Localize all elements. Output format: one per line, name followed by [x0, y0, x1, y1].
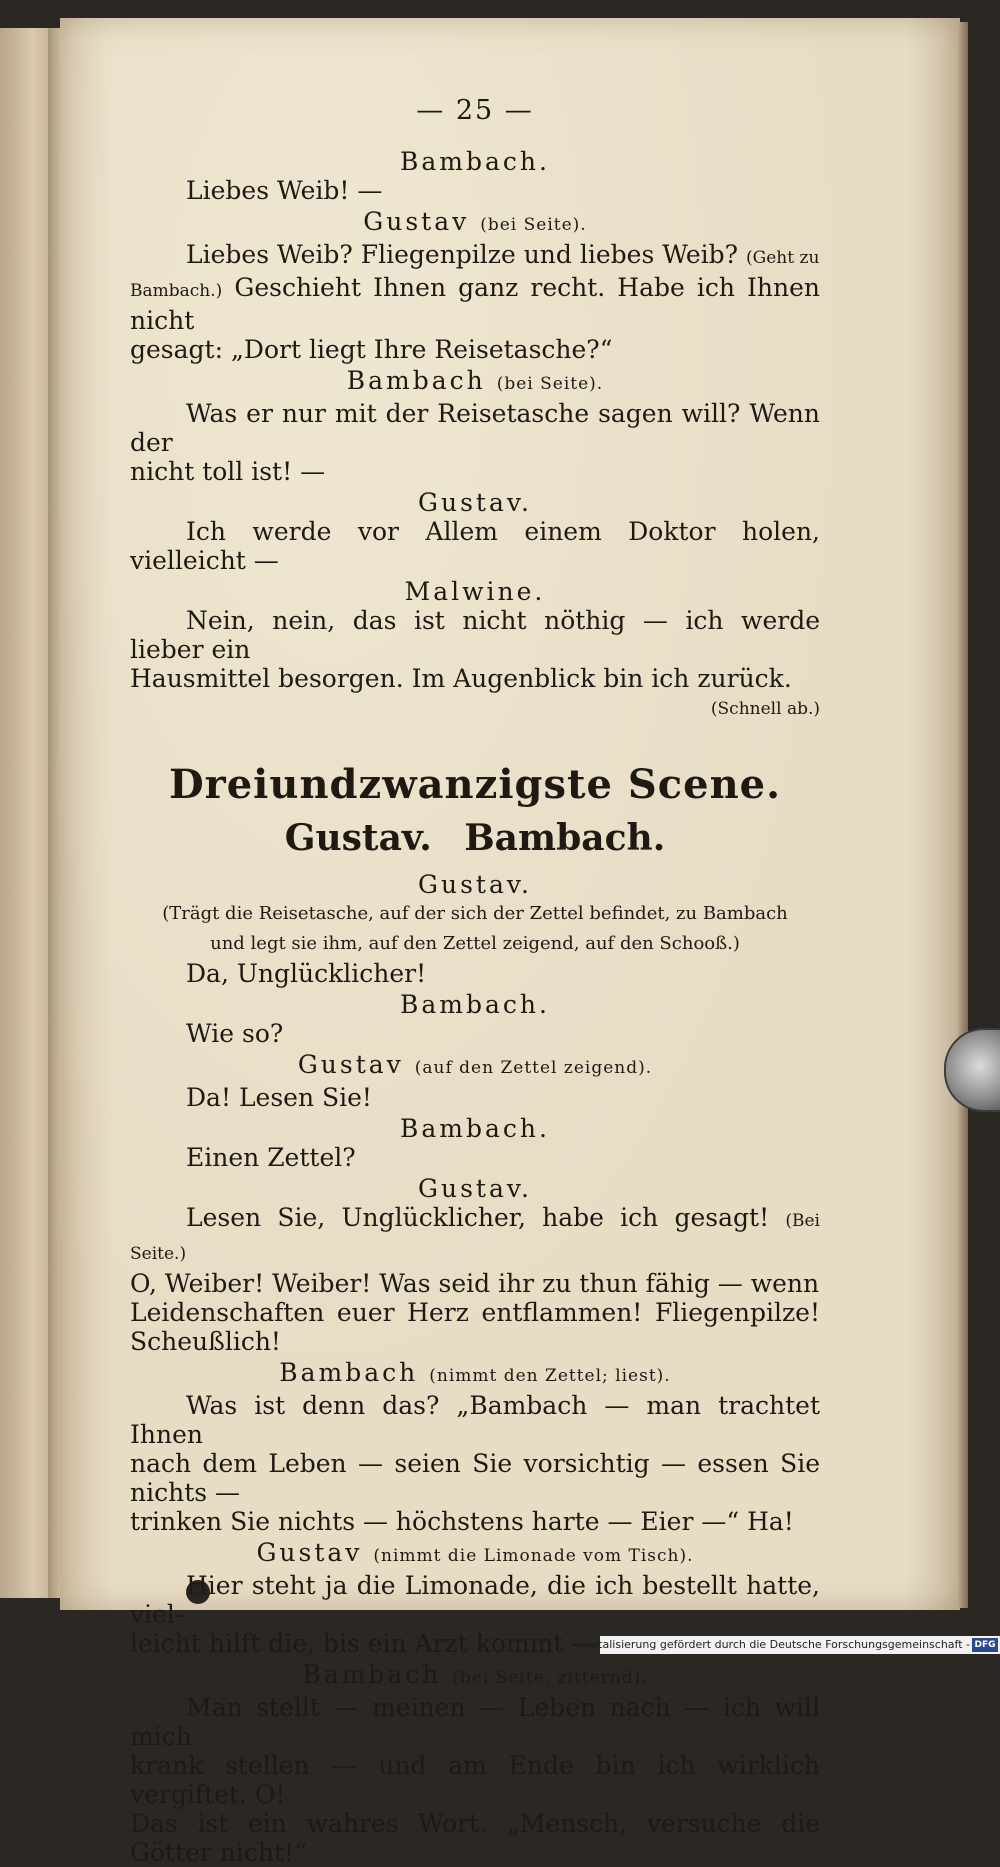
- speaker-heading: [130, 1174, 820, 1203]
- speaker-heading: [130, 870, 820, 899]
- speaker-heading: [130, 1114, 820, 1143]
- dialogue-text: Lesen Sie, Unglücklicher, habe ich gesagt!: [186, 1203, 770, 1232]
- speaker-name: Gustav: [297, 1050, 404, 1079]
- speaker-heading: [130, 1538, 820, 1571]
- text-line: [130, 399, 820, 457]
- dialogue-text: Leidenschaften euer Herz entflammen! Fliegenpilze! Scheußlich!: [130, 1298, 820, 1356]
- dialogue-text: Was ist denn das? „Bambach — man trachtet Ihnen: [130, 1391, 820, 1449]
- dialogue-text: gesagt: „Dort liegt Ihre Reisetasche?“: [130, 335, 613, 364]
- dialogue-text: nach dem Leben — seien Sie vorsichtig — essen Sie nichts —: [130, 1449, 820, 1507]
- speaker-name: Malwine.: [404, 577, 546, 606]
- dialogue-text: Da, Unglücklicher!: [186, 959, 427, 988]
- dialogue-text: Liebes Weib? Fliegenpilze und liebes Weib?: [186, 240, 739, 269]
- text-line: [130, 240, 820, 273]
- text-line: [130, 457, 820, 486]
- play-text: [130, 147, 820, 1867]
- stage-direction: (Schnell ab.): [710, 699, 820, 719]
- dialogue-text: trinken Sie nichts — höchstens harte — Eier —“ Ha!: [130, 1507, 794, 1536]
- text-line: [130, 335, 820, 364]
- speaker-heading: [130, 1358, 820, 1391]
- speaker-heading: [130, 366, 820, 399]
- left-page-edge: [0, 28, 50, 1598]
- stage-direction: (Trägt die Reisetasche, auf der sich der Zettel befindet, zu Bambach: [162, 903, 788, 924]
- speaker-name: Bambach.: [400, 990, 550, 1019]
- speaker-heading: [130, 147, 820, 176]
- text-line: [130, 606, 820, 664]
- speaker-heading: [130, 1050, 820, 1083]
- speaker-name: Gustav.: [418, 1174, 532, 1203]
- stage-direction: und legt sie ihm, auf den Zettel zeigend, auf den Schooß.): [210, 933, 740, 954]
- dialogue-text: nicht toll ist! —: [130, 457, 326, 486]
- speaker-name: Gustav: [363, 207, 470, 236]
- stage-direction: Bambach.): [130, 281, 223, 301]
- speaker-heading: [130, 207, 820, 240]
- footer-credit: Digitalisierung gefördert durch die Deutsche Forschungsgemeinschaft -: [576, 1638, 970, 1651]
- text-line: [130, 664, 820, 693]
- scene-persons: Gustav. Bambach.: [284, 817, 666, 859]
- text-line: [130, 1391, 820, 1449]
- speaker-name: Bambach.: [400, 1114, 550, 1143]
- speaker-name: Gustav: [256, 1538, 363, 1567]
- dialogue-text: Einen Zettel?: [186, 1143, 356, 1172]
- speaker-name: Bambach: [279, 1358, 419, 1387]
- page-number: — 25 —: [416, 95, 534, 126]
- speaker-heading: [130, 488, 820, 517]
- dfg-logo: DFG: [972, 1638, 998, 1652]
- stage-direction: (bei Seite).: [496, 374, 604, 394]
- stage-direction: (nimmt die Limonade vom Tisch).: [373, 1546, 694, 1566]
- dialogue-text: Das ist ein wahres Wort. „Mensch, versuche die Götter nicht!“: [130, 1809, 820, 1867]
- dialogue-text: Geschieht Ihnen ganz recht. Habe ich Ihnen nicht: [130, 273, 820, 335]
- text-line: [130, 1298, 820, 1356]
- dialogue-text: Hausmittel besorgen. Im Augenblick bin ich zurück.: [130, 664, 792, 693]
- stage-direction: (auf den Zettel zeigend).: [414, 1058, 653, 1078]
- dialogue-text: Liebes Weib! —: [186, 176, 383, 205]
- text-line: [130, 1269, 820, 1298]
- text-line: [130, 1809, 820, 1867]
- text-line: [130, 1203, 820, 1269]
- scene-title: Dreiundzwanzigste Scene.: [168, 761, 782, 808]
- text-line: [130, 517, 820, 575]
- text-line: [130, 1019, 820, 1048]
- text-line: [130, 176, 820, 205]
- text-line: [130, 1449, 820, 1507]
- text-line: [130, 959, 820, 988]
- dialogue-text: krank stellen — und am Ende bin ich wirklich vergiftet. O!: [130, 1751, 820, 1809]
- speaker-name: Bambach: [346, 366, 486, 395]
- dialogue-text: Wie so?: [186, 1019, 284, 1048]
- dialogue-text: Da! Lesen Sie!: [186, 1083, 372, 1112]
- text-line: [130, 1143, 820, 1172]
- text-line: [130, 1693, 820, 1751]
- text-line: [130, 273, 820, 335]
- speaker-name: Bambach.: [400, 147, 550, 176]
- dialogue-text: O, Weiber! Weiber! Was seid ihr zu thun fähig — wenn: [130, 1269, 820, 1298]
- stage-direction: (bei Seite).: [480, 215, 587, 235]
- stage-direction: (bei Seite, zitternd).: [452, 1668, 648, 1688]
- text-line: [130, 1507, 820, 1536]
- stage-direction: (Geht zu: [746, 248, 820, 268]
- speaker-heading: [130, 1660, 820, 1693]
- stage-direction: (nimmt den Zettel; liest).: [429, 1366, 671, 1386]
- dialogue-text: Ich werde vor Allem einem Doktor holen, vielleicht —: [130, 517, 820, 575]
- speaker-heading: [130, 990, 820, 1019]
- text-line: [130, 1083, 820, 1112]
- dialogue-text: Was er nur mit der Reisetasche sagen will? Wenn der: [130, 399, 820, 457]
- dialogue-text: Man stellt — meinen — Leben nach — ich will mich: [130, 1693, 820, 1751]
- text-line: [130, 1571, 820, 1629]
- speaker-name: Bambach: [302, 1660, 442, 1689]
- speaker-heading: [130, 577, 820, 606]
- speaker-name: Gustav.: [418, 488, 532, 517]
- stage-direction: (Bei Seite.): [130, 1211, 820, 1264]
- speaker-name: Gustav.: [418, 870, 532, 899]
- dialogue-text: leicht hilft die, bis ein Arzt kommt —: [130, 1629, 597, 1658]
- dialogue-text: Nein, nein, das ist nicht nöthig — ich werde lieber ein: [130, 606, 820, 664]
- page-edge: [958, 22, 968, 1608]
- dialogue-text: Hier steht ja die Limonade, die ich bestellt hatte, viel-: [130, 1571, 820, 1629]
- text-line: [130, 1751, 820, 1809]
- page-text: [130, 96, 820, 1867]
